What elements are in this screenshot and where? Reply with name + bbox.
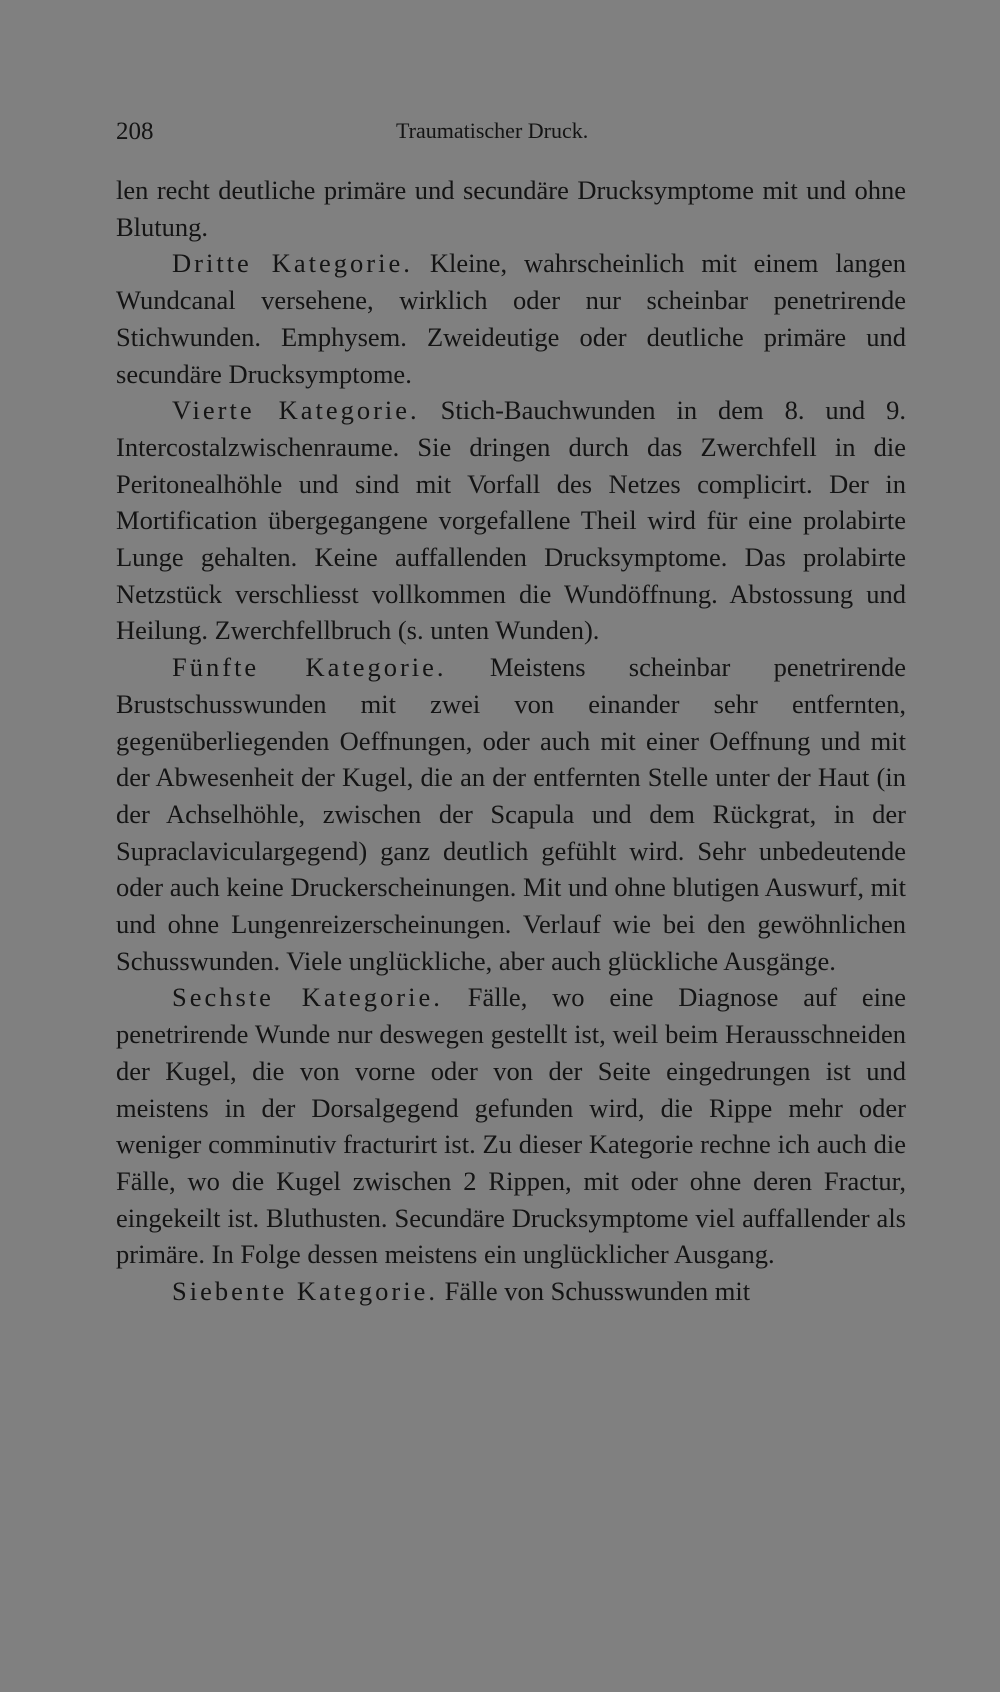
category-heading: Siebente Kategorie. — [172, 1276, 438, 1307]
category-heading: Dritte Kategorie. — [172, 248, 413, 279]
paragraph-third-category — [116, 245, 906, 392]
paragraph-text: Fälle, wo eine Diagnose auf eine penetrirende Wunde nur deswegen gestellt ist, weil beim Herausschneiden der Kugel, die von vorne oder von der Seite eingedrungen ist und meistens in der Dorsalgegend gefunden wird, die Rippe mehr oder weniger comminutiv fracturirt ist. Zu dieser Kategorie rechne ich auch die Fälle, wo die Kugel zwischen 2 Rippen, mit oder ohne deren Fractur, eingekeilt ist. Bluthusten. Secundäre Drucksymptome viel auffallender als primäre. In Folge dessen meistens ein unglücklicher Ausgang. — [116, 982, 906, 1270]
paragraph-sixth-category — [116, 979, 906, 1273]
paragraph-fifth-category — [116, 649, 906, 979]
paragraph-text: Kleine, wahrscheinlich mit einem langen Wundcanal versehene, wirklich oder nur scheinbar penetrirende Stichwunden. Emphysem. Zweideutige oder deutliche primäre und secundäre Drucksymptome. — [116, 248, 906, 389]
paragraph-text: Fälle von Schusswunden mit — [444, 1276, 751, 1307]
paragraph-fourth-category — [116, 392, 906, 649]
paragraph-text: Stich-Bauchwunden in dem 8. und 9. Intercostalzwischenraume. Sie dringen durch das Zwerchfell in die Peritonealhöhle und sind mit Vorfall des Netzes complicirt. Der in Mortification übergegangene vorgefallene Theil wird für eine prolabirte Lunge gehalten. Keine auffallenden Drucksymptome. Das prolabirte Netzstück verschliesst vollkommen die Wundöffnung. Abstossung und Heilung. Zwerchfellbruch (s. unten Wunden). — [116, 395, 907, 646]
paragraph-continuation — [116, 172, 906, 245]
category-heading: Vierte Kategorie. — [172, 395, 420, 426]
paragraph-text: Meistens scheinbar penetrirende Brustschusswunden mit zwei von einander sehr entfernten, gegenüberliegenden Oeffnungen, oder auch mit einer Oeffnung und mit der Abwesenheit der Kugel, die an der entfernten Stelle unter der Haut (in der Achselhöhle, zwischen der Scapula und dem Rückgrat, in der Supraclaviculargegend) ganz deutlich gefühlt wird. Sehr unbedeutende oder auch keine Druckerscheinungen. Mit und ohne blutigen Auswurf, mit und ohne Lungenreizerscheinungen. Verlauf wie bei den gewöhnlichen Schusswunden. Viele unglückliche, aber auch glückliche Ausgänge. — [116, 652, 906, 976]
page-number: 208 — [116, 118, 154, 145]
body-text — [116, 172, 906, 1310]
page-header — [116, 118, 906, 152]
running-title: Traumatischer Druck. — [396, 118, 589, 143]
paragraph-text: len recht deutliche primäre und secundäre Drucksymptome mit und ohne Blutung. — [116, 175, 906, 242]
paragraph-seventh-category — [116, 1273, 906, 1310]
category-heading: Sechste Kategorie. — [172, 982, 443, 1013]
category-heading: Fünfte Kategorie. — [172, 652, 447, 683]
